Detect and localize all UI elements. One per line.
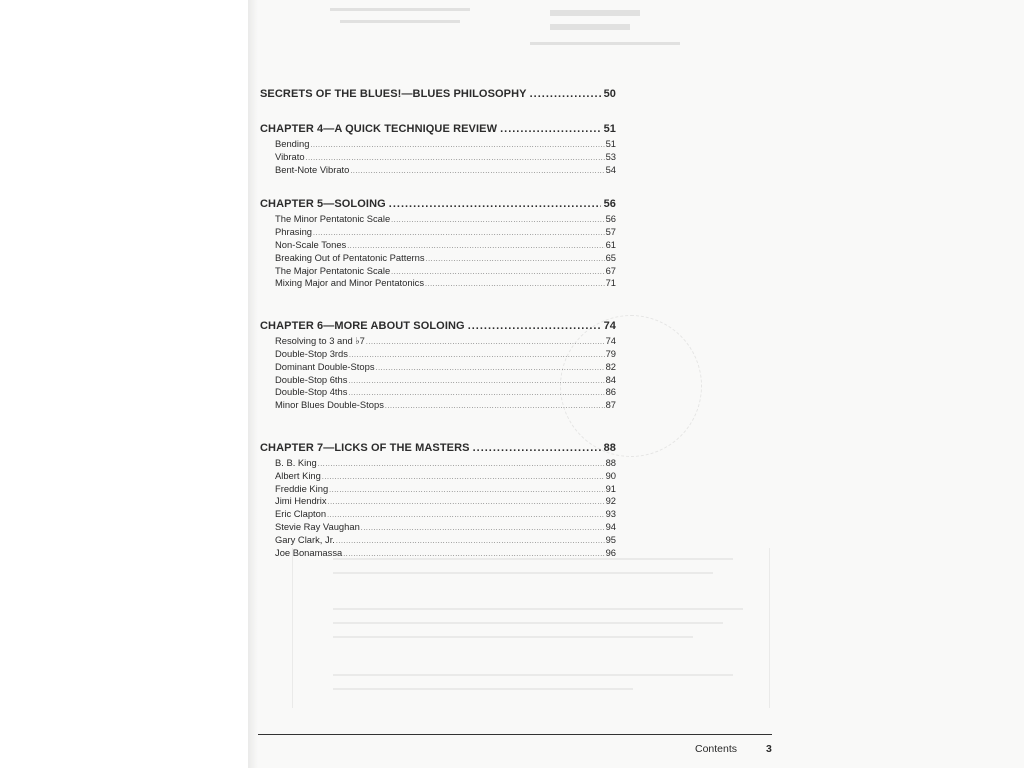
toc-entry xyxy=(275,534,616,547)
toc-entry xyxy=(275,164,616,177)
toc-entry-page-number: 71 xyxy=(605,277,616,289)
dot-leader xyxy=(349,352,605,359)
toc-entry-label: Breaking Out of Pentatonic Patterns xyxy=(275,251,425,263)
toc-entry-label: Phrasing xyxy=(275,226,313,238)
dot-leader xyxy=(348,390,604,397)
toc-entry-page-number: 53 xyxy=(605,150,616,162)
toc-entry-label: Bending xyxy=(275,138,310,149)
toc-entry xyxy=(275,483,616,496)
footer-divider xyxy=(258,734,772,735)
toc-entry-page-number: 57 xyxy=(605,226,616,238)
toc-entry-label: Jimi Hendrix xyxy=(275,495,327,507)
dot-leader xyxy=(318,461,605,468)
toc-entry-list xyxy=(260,335,616,412)
toc-entry-label: Bent-Note Vibrato xyxy=(275,163,350,175)
toc-entry xyxy=(275,399,616,412)
toc-entry-page-number: 88 xyxy=(605,456,616,468)
toc-entry-label: Joe Bonamassa xyxy=(275,546,343,558)
dot-leader xyxy=(389,198,601,210)
toc-entry xyxy=(275,239,616,252)
toc-entry xyxy=(275,265,616,278)
toc-entry-list xyxy=(260,457,616,559)
toc-entry-label: Double-Stop 4ths xyxy=(275,386,348,398)
dot-leader xyxy=(350,168,604,175)
toc-entry-label: Non-Scale Tones xyxy=(275,238,347,250)
toc-entry xyxy=(275,252,616,265)
toc-entry-page-number: 90 xyxy=(605,469,616,481)
toc-entry-label: B. B. King xyxy=(275,456,317,468)
toc-entry-label: Vibrato xyxy=(275,150,305,162)
toc-chapter-heading xyxy=(260,123,616,136)
toc-entry xyxy=(275,470,616,483)
toc-entry xyxy=(275,277,616,290)
dot-leader xyxy=(500,123,600,135)
chapter-page-number: 56 xyxy=(603,198,616,211)
dot-leader xyxy=(385,403,605,410)
dot-leader xyxy=(391,269,604,276)
toc-entry-page-number: 65 xyxy=(605,251,616,263)
dot-leader xyxy=(347,243,604,250)
dot-leader xyxy=(426,256,605,263)
toc-entry-page-number: 93 xyxy=(605,508,616,520)
dot-leader xyxy=(361,525,605,532)
dot-leader xyxy=(306,155,605,162)
toc-entry-page-number: 79 xyxy=(605,347,616,359)
toc-entry-page-number: 94 xyxy=(605,520,616,532)
dot-leader xyxy=(328,499,605,506)
dot-leader xyxy=(313,230,605,237)
toc-entry-label: Freddie King xyxy=(275,482,329,494)
dot-leader xyxy=(530,88,601,100)
toc-section xyxy=(260,442,616,559)
toc-entry xyxy=(275,547,616,560)
toc-entry-label: Stevie Ray Vaughan xyxy=(275,520,360,532)
chapter-title: CHAPTER 7—LICKS OF THE MASTERS xyxy=(260,441,470,454)
toc-entry xyxy=(275,138,616,151)
toc-section xyxy=(260,88,616,101)
dot-leader xyxy=(310,142,604,149)
toc-entry-page-number: 74 xyxy=(605,335,616,347)
chapter-page-number: 50 xyxy=(603,88,616,100)
toc-entry-label: Mixing Major and Minor Pentatonics xyxy=(275,277,425,289)
toc-chapter-heading xyxy=(260,88,616,101)
toc-entry-label: Double-Stop 3rds xyxy=(275,347,348,359)
dot-leader xyxy=(366,339,605,346)
toc-entry-page-number: 54 xyxy=(605,163,616,175)
chapter-title: CHAPTER 4—A QUICK TECHNIQUE REVIEW xyxy=(260,123,498,135)
toc-entry xyxy=(275,335,616,348)
toc-entry-page-number: 82 xyxy=(605,360,616,372)
dot-leader xyxy=(329,487,604,494)
toc-entry-page-number: 56 xyxy=(605,213,616,225)
dot-leader xyxy=(391,217,604,224)
bleed-through-heading xyxy=(300,0,740,60)
toc-entry-page-number: 51 xyxy=(605,138,616,149)
toc-entry-page-number: 87 xyxy=(605,399,616,411)
toc-entry-page-number: 92 xyxy=(605,495,616,507)
toc-entry-page-number: 84 xyxy=(605,373,616,385)
toc-entry-list xyxy=(260,138,616,176)
toc-chapter-heading xyxy=(260,320,616,333)
toc-section xyxy=(260,320,616,412)
dot-leader xyxy=(336,538,605,545)
toc-entry-page-number: 86 xyxy=(605,386,616,398)
chapter-page-number: 51 xyxy=(603,123,616,135)
toc-entry xyxy=(275,226,616,239)
chapter-page-number: 88 xyxy=(603,441,616,454)
footer-section-label: Contents xyxy=(695,743,738,755)
chapter-page-number: 74 xyxy=(603,320,616,333)
dot-leader xyxy=(376,365,605,372)
footer-page-number: 3 xyxy=(766,743,772,755)
toc-entry-label: Resolving to 3 and ♭7 xyxy=(275,335,365,347)
toc-entry-list xyxy=(260,213,616,290)
toc-entry xyxy=(275,457,616,470)
toc-section xyxy=(260,123,616,176)
page-edge-shadow xyxy=(248,0,258,768)
toc-entry xyxy=(275,495,616,508)
toc-entry-label: Dominant Double-Stops xyxy=(275,360,375,372)
toc-entry-label: Albert King xyxy=(275,469,321,481)
toc-entry-label: Gary Clark, Jr. xyxy=(275,533,335,545)
toc-entry-label: Double-Stop 6ths xyxy=(275,373,348,385)
toc-entry xyxy=(275,213,616,226)
toc-entry xyxy=(275,508,616,521)
dot-leader xyxy=(473,442,601,454)
toc-entry-label: The Major Pentatonic Scale xyxy=(275,264,391,276)
toc-entry-page-number: 96 xyxy=(605,546,616,558)
toc-chapter-heading xyxy=(260,198,616,211)
toc-entry-label: Minor Blues Double-Stops xyxy=(275,399,384,411)
dot-leader xyxy=(348,378,604,385)
toc-entry xyxy=(275,386,616,399)
toc-entry-label: Eric Clapton xyxy=(275,508,327,520)
bleed-through-box xyxy=(292,548,770,708)
dot-leader xyxy=(343,551,604,558)
chapter-title: CHAPTER 6—MORE ABOUT SOLOING xyxy=(260,320,465,333)
toc-entry-page-number: 91 xyxy=(605,482,616,494)
table-of-contents xyxy=(260,88,616,559)
dot-leader xyxy=(425,281,605,288)
chapter-title: SECRETS OF THE BLUES!—BLUES PHILOSOPHY xyxy=(260,88,527,100)
dot-leader xyxy=(322,474,605,481)
toc-entry-page-number: 61 xyxy=(605,238,616,250)
chapter-title: CHAPTER 5—SOLOING xyxy=(260,198,386,211)
toc-entry-label: The Minor Pentatonic Scale xyxy=(275,213,391,225)
toc-entry xyxy=(275,374,616,387)
dot-leader xyxy=(468,320,601,332)
toc-entry xyxy=(275,361,616,374)
toc-entry-page-number: 95 xyxy=(605,533,616,545)
toc-entry xyxy=(275,521,616,534)
toc-chapter-heading xyxy=(260,442,616,455)
toc-entry-page-number: 67 xyxy=(605,264,616,276)
dot-leader xyxy=(327,512,604,519)
toc-entry xyxy=(275,151,616,164)
toc-entry xyxy=(275,348,616,361)
toc-section xyxy=(260,198,616,290)
